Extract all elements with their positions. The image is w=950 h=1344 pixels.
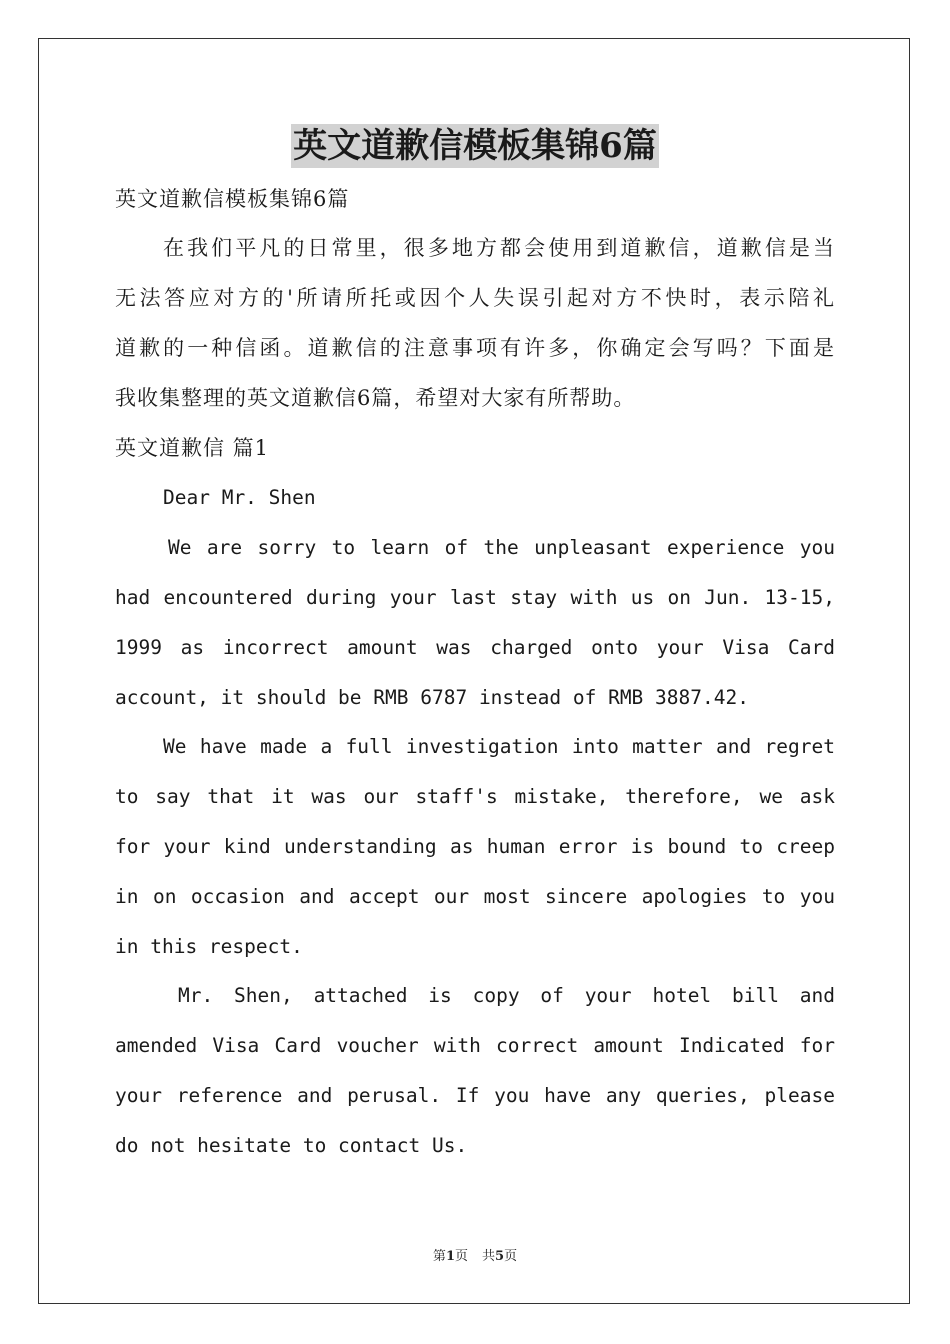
total-pages-indicator: 共5页 [482, 1249, 518, 1264]
document-title-text: 英文道歉信模板集锦6篇 [293, 126, 657, 166]
document-subtitle: 英文道歉信模板集锦6篇 [115, 187, 350, 211]
section-heading: 英文道歉信 篇1 [115, 436, 270, 460]
paragraph-line: for your kind understanding as human error is bound to creep [115, 835, 835, 858]
paragraph-line: 1999 as incorrect amount was charged onto your Visa Card [115, 636, 835, 659]
page-footer [0, 1248, 950, 1266]
page-border [38, 38, 910, 1304]
paragraph-line: Mr. Shen, attached is copy of your hotel bill and [178, 984, 835, 1007]
paragraph-line: to say that it was our staff's mistake, therefore, we ask [115, 785, 835, 808]
paragraph-line: We are sorry to learn of the unpleasant experience you [168, 536, 835, 559]
paragraph-line: We have made a full investigation into matter and regret [163, 735, 835, 758]
intro-line: 我收集整理的英文道歉信6篇，希望对大家有所帮助。 [115, 386, 636, 410]
letter-salutation: Dear Mr. Shen [163, 486, 316, 509]
total-pages-number: 5 [495, 1249, 505, 1264]
paragraph-line: had encountered during your last stay with us on Jun. 13-15, [115, 586, 835, 609]
intro-line: 无法答应对方的'所请所托或因个人失误引起对方不快时，表示陪礼 [115, 286, 835, 310]
paragraph-line: do not hesitate to contact Us. [115, 1134, 468, 1157]
intro-line: 道歉的一种信函。道歉信的注意事项有许多，你确定会写吗？下面是 [115, 336, 835, 360]
intro-line: 在我们平凡的日常里，很多地方都会使用到道歉信，道歉信是当 [163, 236, 835, 260]
page-indicator: 第1页 [432, 1249, 468, 1264]
paragraph-line: your reference and perusal. If you have any queries, please [115, 1084, 835, 1107]
current-page-number: 1 [445, 1249, 455, 1264]
document-title [0, 124, 950, 168]
paragraph-line: amended Visa Card voucher with correct amount Indicated for [115, 1034, 835, 1057]
paragraph-line: in on occasion and accept our most sincere apologies to you [115, 885, 835, 908]
paragraph-line: in this respect. [115, 935, 303, 958]
paragraph-line: account, it should be RMB 6787 instead of RMB 3887.42. [115, 686, 749, 709]
